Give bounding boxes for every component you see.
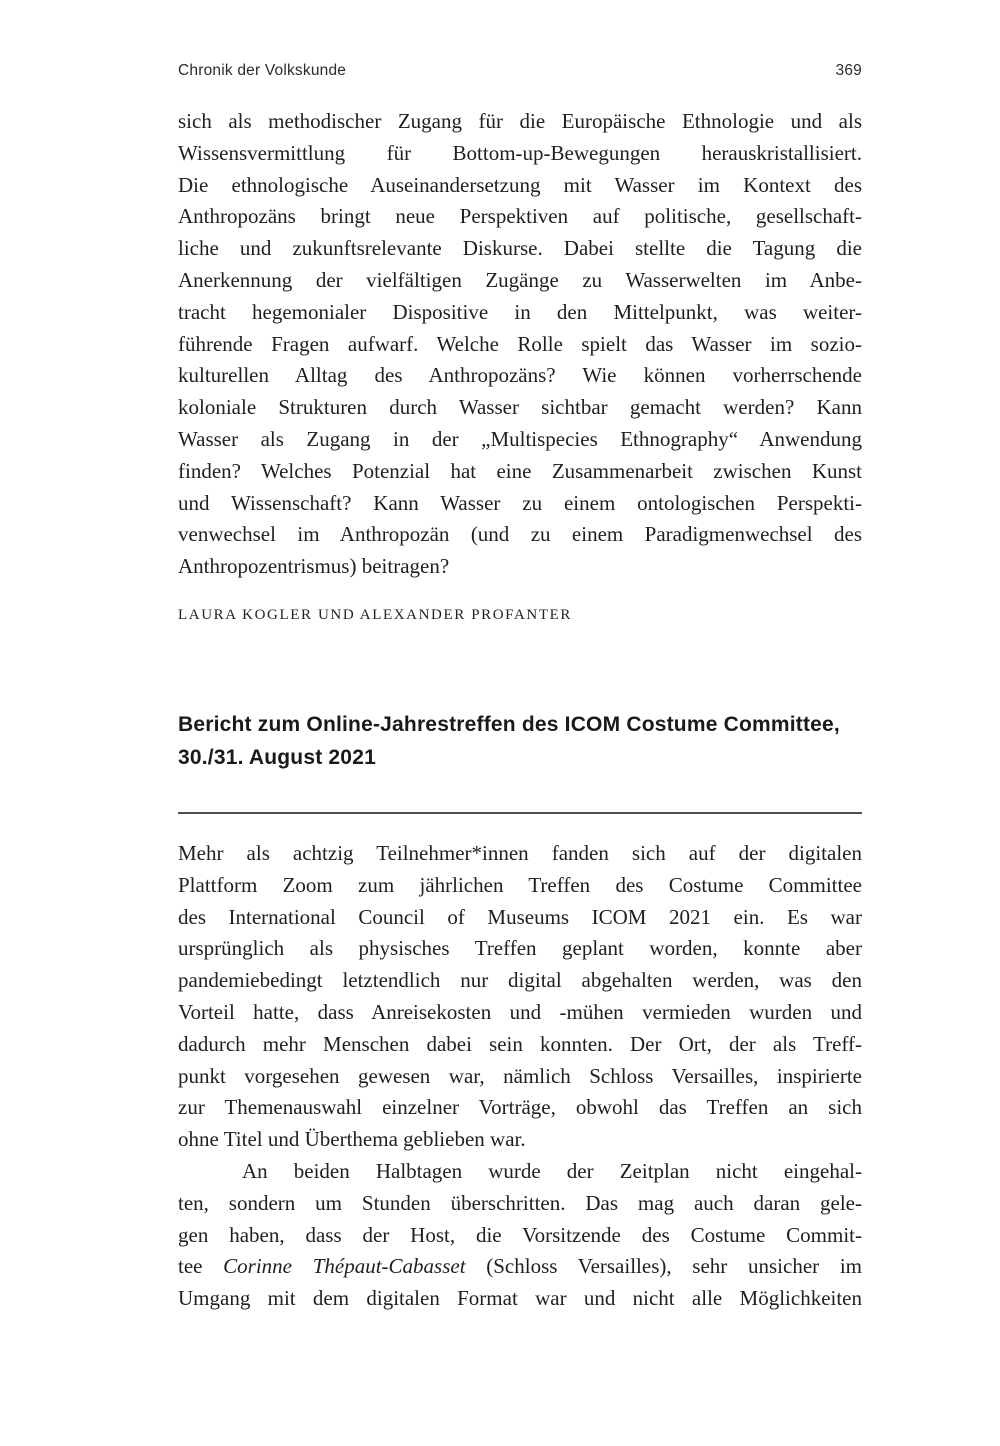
text-run: Mehr als achtzig Teilnehmer*innen fanden sich auf der digitalen [178, 841, 862, 865]
text-run: ten, sondern um Stunden überschritten. Das mag auch daran gele- [178, 1190, 862, 1215]
text-line [178, 360, 862, 392]
text-run: Die ethnologische Auseinandersetzung mit Wasser im Kontext des [178, 172, 862, 197]
text-line [178, 1061, 862, 1093]
text-line [178, 519, 862, 551]
text-run: finden? Welches Potenzial hat eine Zusammenarbeit zwischen Kunst [178, 458, 862, 483]
running-header [178, 62, 862, 80]
text-line [178, 1251, 862, 1283]
text-run: führende Fragen aufwarf. Welche Rolle spielt das Wasser im sozio- [178, 331, 862, 356]
text-line [178, 1029, 862, 1061]
text-run: (Schloss Versailles), sehr unsicher im [465, 1254, 862, 1279]
text-line [178, 329, 862, 361]
text-run: An beiden Halbtagen wurde der Zeitplan nicht eingehal- [242, 1158, 862, 1183]
text-run: sich als methodischer Zugang für die Europäische Ethnologie und als [178, 109, 862, 133]
author-byline: LAURA KOGLER UND ALEXANDER PROFANTER [178, 607, 572, 623]
text-run: ohne Titel und Überthema geblieben war. [178, 1127, 526, 1152]
text-line [178, 1092, 862, 1124]
text-run: liche und zukunftsrelevante Diskurse. Dabei stellte die Tagung die [178, 236, 862, 261]
text-run: tee [178, 1254, 224, 1279]
text-line [178, 1283, 862, 1315]
text-line [178, 138, 862, 170]
text-run: Anerkennung der vielfältigen Zugänge zu Wasserwelten im Anbe- [178, 267, 862, 292]
text-run: Vorteil hatte, dass Anreisekosten und -mühen vermieden wurden und [178, 999, 862, 1024]
text-run: Wissensvermittlung für Bottom-up-Bewegungen herauskristallisiert. [178, 140, 862, 165]
text-line [178, 1220, 862, 1252]
text-run: Anthropozäns bringt neue Perspektiven auf politische, gesellschaft- [178, 204, 862, 229]
text-line [178, 392, 862, 424]
text-line [178, 424, 862, 456]
text-line [178, 201, 862, 233]
article-title-line-1: Bericht zum Online-Jahrestreffen des ICOM Costume Committee, [178, 713, 840, 736]
text-run: pandemiebedingt letztendlich nur digital abgehalten werden, was den [178, 968, 862, 993]
text-line [178, 1188, 862, 1220]
text-run: und Wissenschaft? Kann Wasser zu einem ontologischen Perspekti- [178, 490, 862, 515]
text-run: ursprünglich als physisches Treffen geplant worden, konnte aber [178, 936, 862, 961]
text-line [178, 870, 862, 902]
section-divider-rule [178, 812, 862, 814]
text-line [178, 965, 862, 997]
text-line [178, 1124, 862, 1156]
body-text-block-new-article [178, 838, 862, 1315]
running-title: Chronik der Volkskunde [178, 62, 347, 79]
text-line [178, 170, 862, 202]
italic-text-run: Corinne Thépaut-Cabasset [223, 1254, 466, 1279]
text-run: dadurch mehr Menschen dabei sein konnten. Der Ort, der als Treff- [178, 1031, 862, 1056]
text-run: des International Council of Museums ICOM 2021 ein. Es war [178, 904, 862, 929]
text-line [178, 933, 862, 965]
article-title-line-2: 30./31. August 2021 [178, 746, 376, 769]
body-text-block-previous-article [178, 106, 862, 583]
text-run: koloniale Strukturen durch Wasser sichtbar gemacht werden? Kann [178, 395, 862, 420]
text-run: Wasser als Zugang in der „Multispecies Ethnography“ Anwendung [178, 426, 862, 451]
text-run: Anthropozentrismus) beitragen? [178, 554, 450, 579]
text-run: tracht hegemonialer Dispositive in den Mittelpunkt, was weiter- [178, 299, 862, 324]
text-line [178, 997, 862, 1029]
text-line [178, 902, 862, 934]
text-line [178, 488, 862, 520]
text-run: punkt vorgesehen gewesen war, nämlich Schloss Versailles, inspirierte [178, 1063, 862, 1088]
text-line [178, 551, 862, 583]
text-run: venwechsel im Anthropozän (und zu einem Paradigmenwechsel des [178, 522, 862, 547]
text-line [178, 297, 862, 329]
text-line [178, 456, 862, 488]
article-title [178, 708, 862, 774]
text-line [178, 838, 862, 870]
text-line [178, 233, 862, 265]
text-line [178, 265, 862, 297]
text-run: zur Themenauswahl einzelner Vorträge, obwohl das Treffen an sich [178, 1095, 862, 1120]
text-line [178, 1156, 862, 1188]
text-run: Plattform Zoom zum jährlichen Treffen des Costume Committee [178, 872, 862, 897]
text-run: kulturellen Alltag des Anthropozäns? Wie können vorherrschende [178, 363, 862, 388]
text-run: Umgang mit dem digitalen Format war und nicht alle Möglichkeiten [178, 1286, 862, 1311]
text-run: gen haben, dass der Host, die Vorsitzende des Costume Commit- [178, 1222, 862, 1247]
page-number: 369 [835, 62, 862, 79]
text-line [178, 106, 862, 138]
